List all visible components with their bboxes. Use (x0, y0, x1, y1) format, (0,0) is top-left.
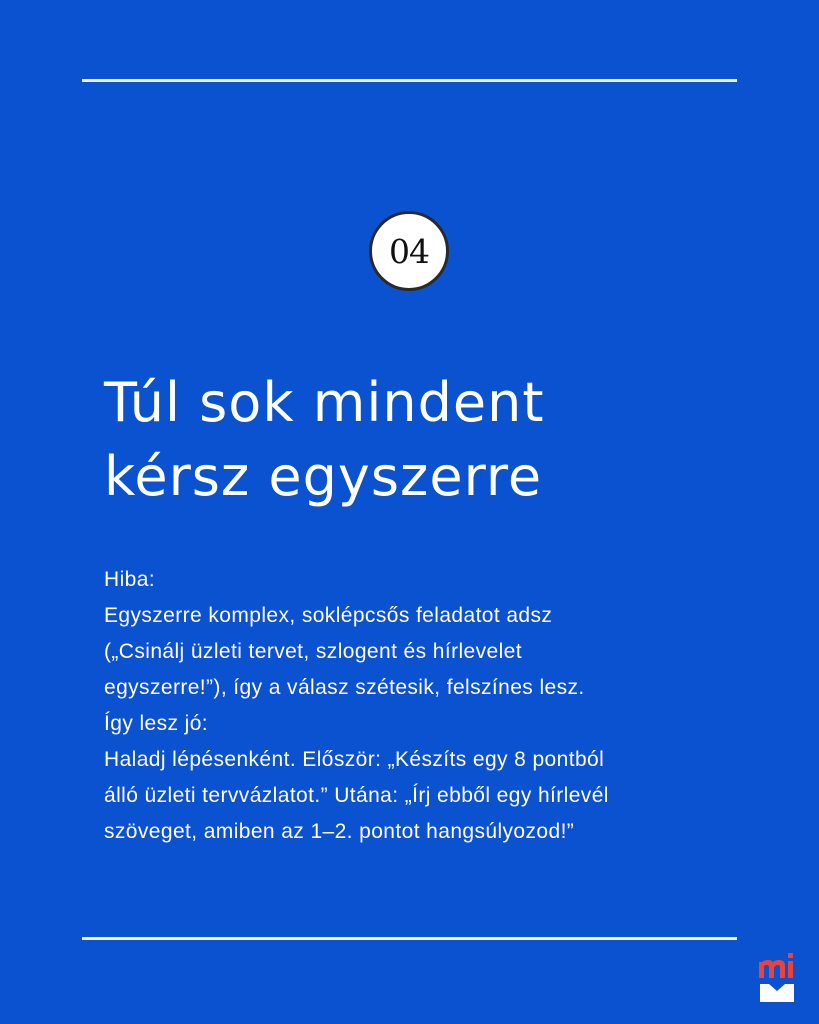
slide-title (104, 366, 545, 514)
slide-title-line-2: kérsz egyszerre (104, 445, 543, 508)
body-line: szöveget, amiben az 1–2. pontot hangsúlyozod!” (104, 820, 575, 843)
body-line-hiba-label: Hiba: (104, 568, 156, 591)
step-number: 04 (389, 231, 429, 271)
step-number-badge (369, 211, 449, 291)
body-line: Haladj lépésenként. Először: „Készíts egy 8 pontból (104, 748, 605, 771)
body-line: álló üzleti tervvázlatot.” Utána: „Írj ebből egy hírlevél (104, 784, 609, 807)
slide-title-line-1: Túl sok mindent (104, 371, 545, 434)
body-line: Egyszerre komplex, soklépcsős feladatot adsz (104, 604, 553, 627)
body-line: egyszerre!”), így a válasz szétesik, felszínes lesz. (104, 676, 585, 699)
top-divider (82, 79, 737, 82)
body-line: („Csinálj üzleti tervet, szlogent és hírlevelet (104, 640, 522, 663)
mi-logo-icon (759, 950, 795, 1004)
slide-body (104, 562, 744, 850)
bottom-divider (82, 937, 737, 940)
body-line-fix-label: Így lesz jó: (104, 712, 209, 735)
